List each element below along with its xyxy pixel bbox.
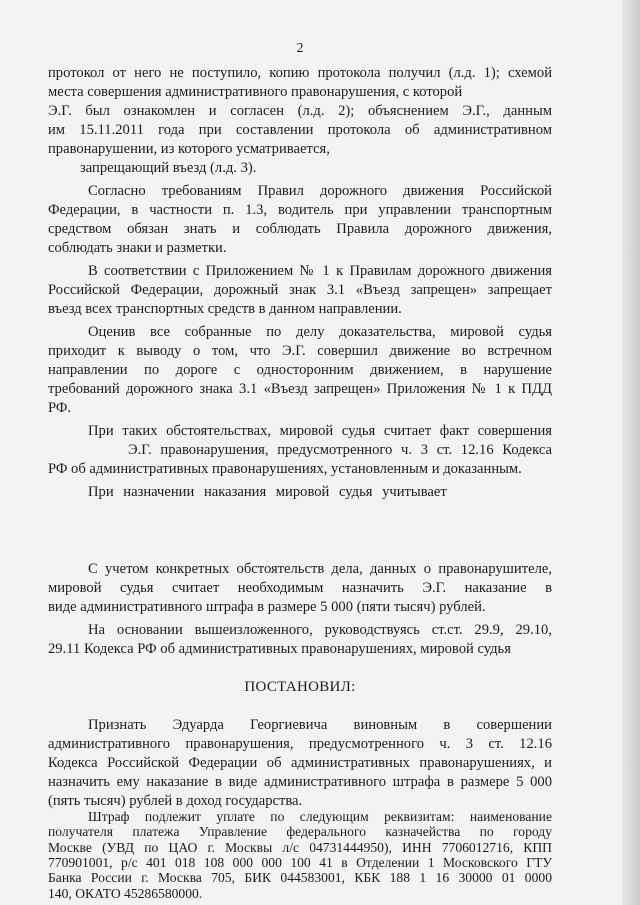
text-line: При назначении наказания мировой судья учитывает <box>88 484 447 500</box>
text-line: 770901001, р/с 401 018 108 000 000 100 41 в Отделении 1 Московского ГТУ <box>48 854 552 870</box>
text-line: правонарушении, из которого усматривается, <box>48 141 330 157</box>
text-line: Признать Эдуарда Георгиевича виновным в совершении <box>88 717 552 733</box>
text-line: виде административного штрафа в размере 5 000 (пяти тысяч) рублей. <box>48 599 486 615</box>
text-line: административного правонарушения, предусмотренного ч. 3 ст. 12.16 <box>48 736 552 752</box>
page-number: 2 <box>296 41 304 56</box>
text-line: места совершения административного правонарушения, с которой <box>48 84 463 100</box>
text-line: протокол от него не поступило, копию протокола получил (л.д. 1); схемой <box>48 65 552 81</box>
text-line: им 15.11.2011 года при составлении протокола об административном <box>48 122 552 138</box>
text-line: Э.Г. правонарушения, предусмотренного ч. 3 ст. 12.16 Кодекса <box>128 442 552 458</box>
text-line: Оценив все собранные по делу доказательства, мировой судья <box>88 324 552 340</box>
text-line: (пять тысяч) рублей в доход государства. <box>48 793 303 809</box>
page-edge-shadow <box>622 0 640 905</box>
text-line: На основании вышеизложенного, руководствуясь ст.ст. 29.9, 29.10, <box>88 622 552 638</box>
text-line: 140, ОКАТО 45286580000. <box>48 885 203 901</box>
section-heading: ПОСТАНОВИЛ: <box>244 679 356 695</box>
text-line: 29.11 Кодекса РФ об административных правонарушениях, мировой судья <box>48 641 511 657</box>
text-line: назначить ему наказание в виде административного штрафа в размере 5 000 <box>48 774 552 790</box>
text-line: направлении по дороге с односторонним движением, в нарушение <box>48 362 552 378</box>
text-line: Москве (УВД по ЦАО г. Москвы л/с 04731444950), ИНН 7706012716, КПП <box>48 839 552 855</box>
text-line: мировой судья считает необходимым назначить Э.Г. наказание в <box>48 580 552 596</box>
text-line: приходит к выводу о том, что Э.Г. совершил движение во встречном <box>48 343 552 359</box>
text-line: средством обязан знать и соблюдать Правила дорожного движения, <box>48 221 552 237</box>
text-line: Э.Г. был ознакомлен и согласен (л.д. 2); объяснением Э.Г., данным <box>48 103 552 119</box>
text-line: Кодекса Российской Федерации об административных правонарушениях, и <box>48 755 552 771</box>
text-line: въезд всех транспортных средств в данном направлении. <box>48 301 402 317</box>
text-line: Штраф подлежит уплате по следующим реквизитам: наименование <box>88 809 552 824</box>
text-line: С учетом конкретных обстоятельств дела, данных о правонарушителе, <box>88 561 552 577</box>
text-line: При таких обстоятельствах, мировой судья считает факт совершения <box>88 423 552 439</box>
text-line: В соответствии с Приложением № 1 к Правилам дорожного движения <box>88 263 552 279</box>
text-line: Согласно требованиям Правил дорожного движения Российской <box>88 183 552 199</box>
text-line: требований дорожного знака 3.1 «Въезд запрещен» Приложения № 1 к ПДД <box>48 381 552 397</box>
text-line: соблюдать знаки и разметки. <box>48 240 227 256</box>
text-line: РФ. <box>48 400 72 416</box>
text-line: получателя платежа Управление федерального казначейства по городу <box>48 824 552 840</box>
text-line: Федерации, в частности п. 1.3, водитель при управлении транспортным <box>48 202 552 218</box>
text-line: запрещающий въезд (л.д. 3). <box>80 160 257 176</box>
text-line: РФ об административных правонарушениях, установленным и доказанным. <box>48 461 522 477</box>
text-line: Банка России г. Москва 705, БИК 044583001, КБК 188 1 16 30000 01 0000 <box>48 870 552 886</box>
text-line: Российской Федерации, дорожный знак 3.1 «Въезд запрещен» запрещает <box>48 282 552 298</box>
